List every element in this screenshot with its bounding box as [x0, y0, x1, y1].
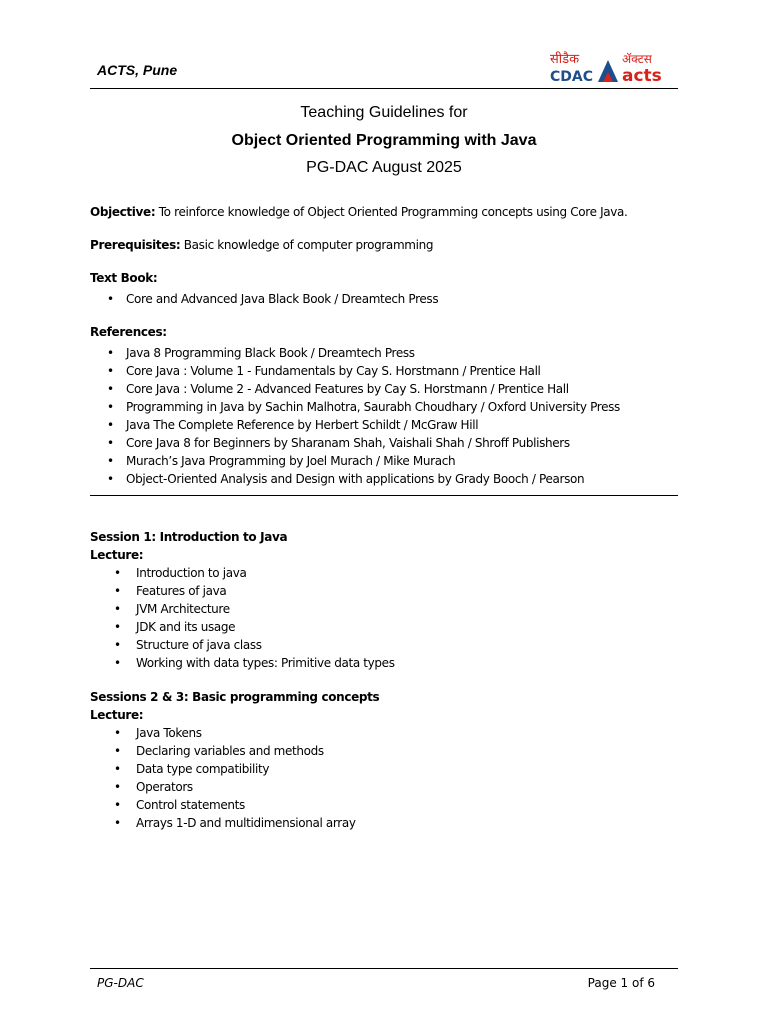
cdac-acts-logo [548, 48, 668, 86]
sessions-section [90, 528, 680, 848]
list-item: • Core Java 8 for Beginners by Sharanam Shah, Vaishali Shah / Shroff Publishers [107, 436, 570, 450]
list-item: • Core Java : Volume 2 - Advanced Features by Cay S. Horstmann / Prentice Hall [107, 382, 569, 396]
intro-section [90, 203, 680, 503]
title-line-1: Teaching Guidelines for [300, 104, 468, 121]
list-item: • Murach’s Java Programming by Joel Murach / Mike Murach [107, 454, 456, 468]
references-list [90, 344, 680, 488]
session-1-title: Session 1: Introduction to Java [90, 530, 288, 544]
header-org: ACTS, Pune [97, 62, 178, 78]
footer-rule [90, 968, 678, 969]
list-item: • Java 8 Programming Black Book / Dreamtech Press [107, 346, 415, 360]
list-item: • Working with data types: Primitive data types [114, 656, 395, 670]
list-item: • JVM Architecture [114, 602, 230, 616]
footer-program: PG-DAC [97, 976, 144, 990]
session-2-lecture-label: Lecture: [90, 708, 144, 722]
logo-acts: acts [622, 66, 662, 86]
prerequisites [90, 236, 680, 254]
list-item: • Data type compatibility [114, 762, 270, 776]
header-rule [90, 88, 678, 89]
list-item: • Core Java : Volume 1 - Fundamentals by Cay S. Horstmann / Prentice Hall [107, 364, 541, 378]
session-1-lecture-label: Lecture: [90, 548, 144, 562]
section-divider [90, 495, 678, 496]
list-item: • Java Tokens [114, 726, 202, 740]
logo-cdac-hindi: सीडैक [550, 52, 580, 67]
session-2-list [90, 724, 680, 832]
textbook-heading: Text Book: [90, 271, 158, 285]
prerequisites-label: Prerequisites: [90, 238, 181, 252]
list-item: • Object-Oriented Analysis and Design with applications by Grady Booch / Pearson [107, 472, 585, 486]
session-2-title: Sessions 2 & 3: Basic programming concepts [90, 690, 380, 704]
prerequisites-text: Basic knowledge of computer programming [180, 238, 434, 252]
logo-cdac: CDAC [550, 69, 594, 85]
list-item: • Introduction to java [114, 566, 247, 580]
list-item: • JDK and its usage [114, 620, 236, 634]
textbook-list [90, 290, 680, 308]
objective [90, 203, 680, 221]
objective-text: To reinforce knowledge of Object Oriented Programming concepts using Core Java. [155, 205, 628, 219]
title-program: PG-DAC August 2025 [306, 159, 462, 176]
list-item: • Control statements [114, 798, 245, 812]
list-item: • Core and Advanced Java Black Book / Dreamtech Press [107, 292, 439, 306]
list-item: • Structure of java class [114, 638, 262, 652]
page-number: Page 1 of 6 [587, 976, 655, 990]
list-item: • Operators [114, 780, 193, 794]
references-heading: References: [90, 325, 167, 339]
session-1-list [90, 564, 680, 672]
list-item: • Arrays 1-D and multidimensional array [114, 816, 356, 830]
list-item: • Programming in Java by Sachin Malhotra, Saurabh Choudhary / Oxford University Press [107, 400, 620, 414]
list-item: • Features of java [114, 584, 227, 598]
logo-acts-hindi: ॲक्टस [622, 52, 652, 66]
objective-label: Objective: [90, 205, 156, 219]
title-course: Object Oriented Programming with Java [231, 132, 537, 149]
list-item: • Java The Complete Reference by Herbert Schildt / McGraw Hill [107, 418, 479, 432]
list-item: • Declaring variables and methods [114, 744, 324, 758]
